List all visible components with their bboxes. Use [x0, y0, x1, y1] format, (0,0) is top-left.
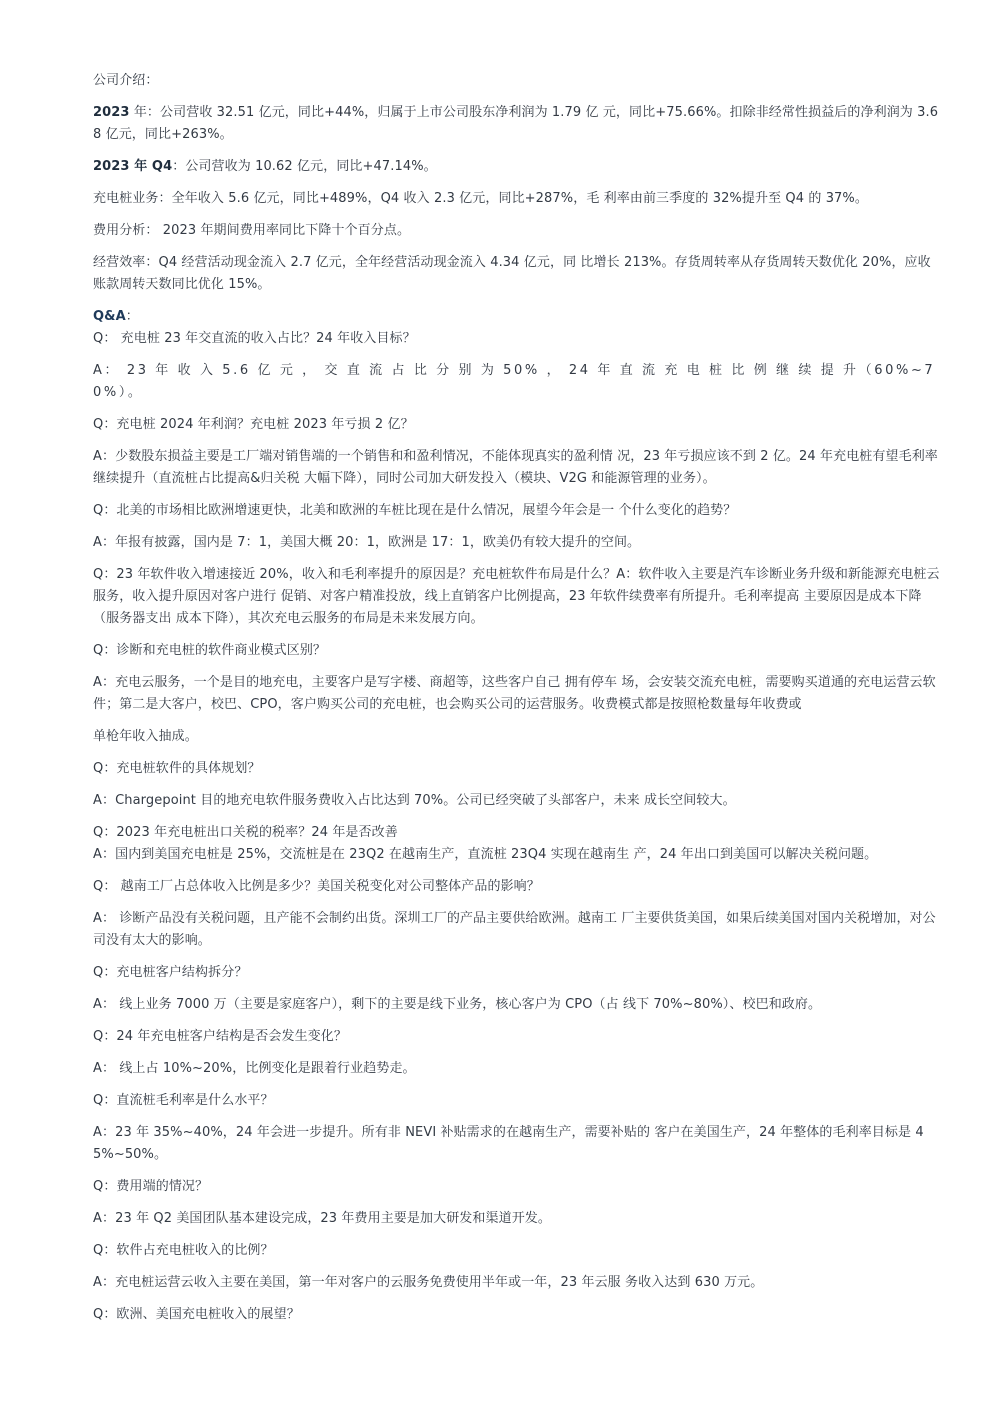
- qa-answer: A：国内到美国充电桩是 25%，交流桩是在 23Q2 在越南生产，直流桩 23Q4 实现在越南生 产，24 年出口到美国可以解决关税问题。: [93, 847, 878, 862]
- qa-answer: A：23 年 35%~40%，24 年会进一步提升。所有非 NEVI 补贴需求的在越南生产，需要补贴的 客户在美国生产，24 年整体的毛利率目标是 45%~50%。: [93, 1125, 924, 1162]
- qa-answer: A：年报有披露，国内是 7：1，美国大概 20：1，欧洲是 17：1，欧美仍有较大提升的空间。: [93, 535, 641, 550]
- qa-heading-suffix: ：: [125, 309, 139, 324]
- qa-question: Q：费用端的情况？: [93, 1179, 209, 1194]
- qa-answer-continuation: 单枪年收入抽成。: [93, 729, 198, 744]
- intro-text: 年：公司营收 32.51 亿元，同比+44%，归属于上市公司股东净利润为 1.79 亿 元，同比+75.66%。扣除非经常性损益后的净利润为 3.68 亿元，同比+263%。: [93, 105, 939, 142]
- intro-lead: 2023 年 Q4: [93, 159, 173, 174]
- qa-question: Q： 越南工厂占总体收入比例是多少？美国关税变化对公司整体产品的影响？: [93, 879, 540, 894]
- qa-answer: A：23 年 Q2 美国团队基本建设完成，23 年费用主要是加大研发和渠道开发。: [93, 1211, 552, 1226]
- qa-question: Q：欧洲、美国充电桩收入的展望？: [93, 1307, 300, 1322]
- qa-question-answer: Q：23 年软件收入增速接近 20%，收入和毛利率提升的原因是？充电桩软件布局是什么？A：软件收入主要是汽车诊断业务升级和新能源充电桩云服务，收入提升原因对客户进行 促销、对客户精准投放，线上直销客户比例提高，23 年软件续费率有所提升。毛利率提高 主要原因是成本下降（服务器支出 成本下降），其次充电云服务的布局是未来发展方向。: [93, 567, 940, 626]
- document-body: [93, 70, 942, 1326]
- qa-answer: A： 23 年 收 入 5.6 亿 元 ， 交 直 流 占 比 分 别 为 50% ， 24 年 直 流 充 电 桩 比 例 继 续 提 升（60%~70%）。: [93, 363, 936, 400]
- qa-answer: A：充电云服务，一个是目的地充电，主要客户是写字楼、商超等，这些客户自己 拥有停车 场，会安装交流充电桩，需要购买道通的充电运营云软件；第二是大客户，校巴、CPO，客户购买公司的充电桩，也会购买公司的运营服务。收费模式都是按照枪数量每年收费或: [93, 675, 936, 712]
- qa-question: Q：充电桩客户结构拆分？: [93, 965, 248, 980]
- qa-answer: A： 诊断产品没有关税问题，且产能不会制约出货。深圳工厂的产品主要供给欧洲。越南工 厂主要供货美国，如果后续美国对国内关税增加，对公司没有太大的影响。: [93, 911, 936, 948]
- intro-expense-analysis: 费用分析： 2023 年期间费用率同比下降十个百分点。: [93, 223, 411, 238]
- intro-annual-results: [93, 102, 942, 146]
- intro-lead: 2023: [93, 105, 130, 120]
- intro-operating-efficiency: 经营效率：Q4 经营活动现金流入 2.7 亿元，全年经营活动现金流入 4.34 亿元，同 比增长 213%。存货周转率从存货周转天数优化 20%，应收账款周转天数同比优化 15%。: [93, 255, 931, 292]
- qa-heading: [93, 306, 942, 328]
- qa-answer: A： 线上业务 7000 万（主要是家庭客户），剩下的主要是线下业务，核心客户为 CPO（占 线下 70%~80%）、校巴和政府。: [93, 997, 822, 1012]
- intro-heading: 公司介绍：: [93, 73, 159, 88]
- qa-question: Q： 充电桩 23 年交直流的收入占比？24 年收入目标？: [93, 331, 416, 346]
- qa-answer: A：少数股东损益主要是工厂端对销售端的一个销售和和盈利情况，不能体现真实的盈利情 况，23 年亏损应该不到 2 亿。24 年充电桩有望毛利率继续提升（直流桩占比提高&归关税 大幅下降），同时公司加大研发投入（模块、V2G 和能源管理的业务）。: [93, 449, 938, 486]
- qa-question: Q：24 年充电桩客户结构是否会发生变化？: [93, 1029, 348, 1044]
- qa-answer: A：Chargepoint 目的地充电软件服务费收入占比达到 70%。公司已经突破了头部客户，未来 成长空间较大。: [93, 793, 736, 808]
- qa-question: Q：2023 年充电桩出口关税的税率？24 年是否改善: [93, 825, 398, 840]
- intro-charging-business: 充电桩业务：全年收入 5.6 亿元，同比+489%，Q4 收入 2.3 亿元，同比+287%，毛 利率由前三季度的 32%提升至 Q4 的 37%。: [93, 191, 868, 206]
- qa-question: Q：充电桩 2024 年利润？充电桩 2023 年亏损 2 亿？: [93, 417, 414, 432]
- qa-question: Q：软件占充电桩收入的比例？: [93, 1243, 274, 1258]
- qa-answer: A： 线上占 10%~20%，比例变化是跟着行业趋势走。: [93, 1061, 416, 1076]
- qa-heading-label: Q&A: [93, 309, 126, 324]
- qa-answer: A：充电桩运营云收入主要在美国，第一年对客户的云服务免费使用半年或一年，23 年云服 务收入达到 630 万元。: [93, 1275, 764, 1290]
- intro-q4-results: [93, 156, 942, 178]
- qa-question: Q：直流桩毛利率是什么水平？: [93, 1093, 274, 1108]
- intro-text: ：公司营收为 10.62 亿元，同比+47.14%。: [172, 159, 437, 174]
- qa-question: Q：充电桩软件的具体规划？: [93, 761, 261, 776]
- qa-question: Q：北美的市场相比欧洲增速更快，北美和欧洲的车桩比现在是什么情况，展望今年会是一 个什么变化的趋势？: [93, 503, 737, 518]
- qa-question: Q：诊断和充电桩的软件商业模式区别？: [93, 643, 327, 658]
